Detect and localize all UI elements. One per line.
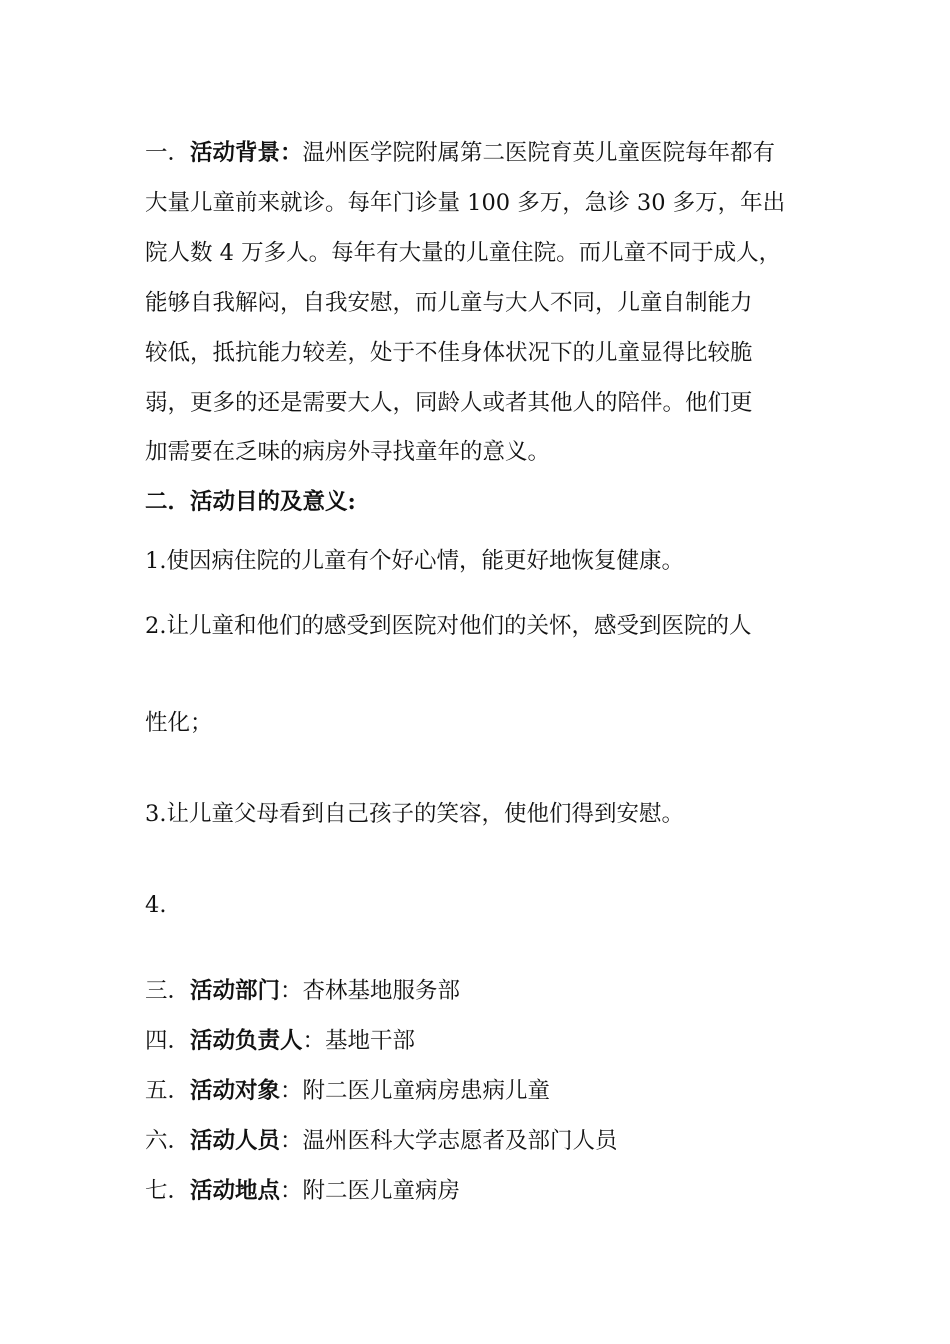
paragraph-line: 弱，更多的还是需要大人，同龄人或者其他人的陪伴。他们更 <box>145 390 753 416</box>
info-line-personnel <box>145 1126 825 1156</box>
info-colon: ： <box>280 978 303 1004</box>
paragraph-line: 院人数 4 万多人。每年有大量的儿童住院。而儿童不同于成人， <box>145 240 782 266</box>
info-label: 活动部门 <box>190 978 281 1004</box>
info-line-leader <box>145 1026 825 1056</box>
list-item: 3.让儿童父母看到自己孩子的笑容，使他们得到安慰。 <box>145 801 684 827</box>
info-value: 附二医儿童病房患病儿童 <box>302 1078 551 1104</box>
info-label: 活动人员 <box>190 1128 281 1154</box>
info-colon: ： <box>280 1128 303 1154</box>
paragraph-text: 温州医学院附属第二医院育英儿童医院每年都有 <box>302 140 776 166</box>
info-label: 活动对象 <box>190 1078 281 1104</box>
section-background-line <box>145 138 825 168</box>
paragraph-line: 加需要在乏味的病房外寻找童年的意义。 <box>145 439 551 465</box>
paragraph-line: 能够自我解闷，自我安慰，而儿童与大人不同，儿童自制能力 <box>145 290 753 316</box>
info-label: 活动负责人 <box>190 1028 303 1054</box>
info-value: 杏林基地服务部 <box>302 978 461 1004</box>
info-label: 活动地点 <box>190 1178 281 1204</box>
info-line-department <box>145 976 825 1006</box>
list-item: 1.使因病住院的儿童有个好心情，能更好地恢复健康。 <box>145 548 684 574</box>
section-number: 七． <box>145 1178 191 1204</box>
info-value: 温州医科大学志愿者及部门人员 <box>302 1128 618 1154</box>
list-item: 4. <box>145 892 167 918</box>
section-number: 一． <box>145 140 191 166</box>
info-value: 基地干部 <box>325 1028 416 1054</box>
section-heading: 二．活动目的及意义: <box>145 489 356 515</box>
info-colon: ： <box>280 1178 303 1204</box>
info-colon: ： <box>280 1078 303 1104</box>
info-colon: ： <box>302 1028 326 1054</box>
section-number: 四． <box>145 1028 191 1054</box>
info-value: 附二医儿童病房 <box>302 1178 461 1204</box>
info-line-location <box>145 1176 825 1206</box>
section-number: 六． <box>145 1128 191 1154</box>
section-number: 三． <box>145 978 191 1004</box>
info-line-target <box>145 1076 825 1106</box>
paragraph-line: 大量儿童前来就诊。每年门诊量 100 多万，急诊 30 多万，年出 <box>145 190 786 216</box>
list-item: 2.让儿童和他们的感受到医院对他们的关怀，感受到医院的人 <box>145 613 752 639</box>
section-number: 五． <box>145 1078 191 1104</box>
list-item: 性化； <box>145 710 213 736</box>
section-heading: 活动背景： <box>190 140 303 166</box>
paragraph-line: 较低，抵抗能力较差，处于不佳身体状况下的儿童显得比较脆 <box>145 340 753 366</box>
